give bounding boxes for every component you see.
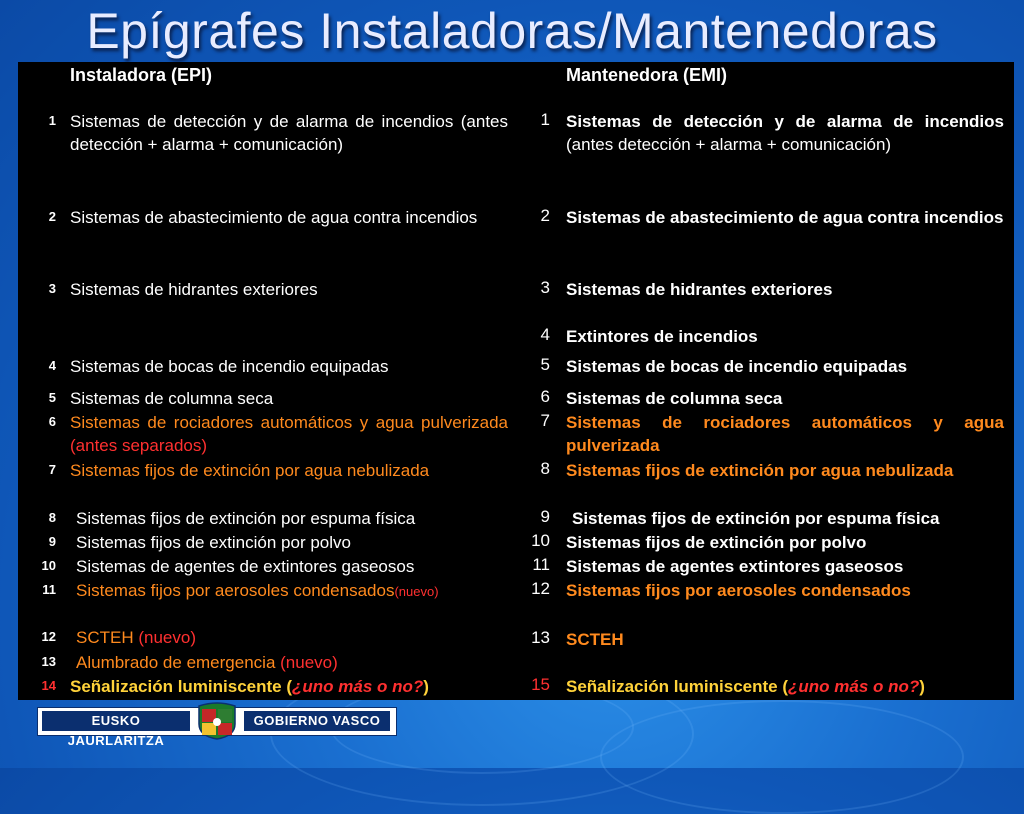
row-text-left-main: Sistemas fijos por aerosoles condensados [76,581,395,600]
row-note: (nuevo) [133,628,196,647]
row-number-right: 3 [540,278,550,297]
row-number-left: 14 [41,678,56,693]
question-text: ¿uno más o no? [788,677,920,696]
row-text-right: Extintores de incendios [566,327,758,346]
government-logo [37,707,397,748]
coat-of-arms-icon [195,702,239,740]
row-text-left: Sistemas de bocas de incendio equipadas [70,357,389,376]
row-note: (nuevo) [394,584,439,599]
row-text-left: Sistemas fijos de extinción por polvo [76,533,351,552]
row-text-left-main: SCTEH [76,628,134,647]
question-close: ) [919,677,925,696]
row-text-right-bold: Sistemas de detección y de alarma de incendios [566,112,1004,131]
row-number-right: 7 [540,411,550,430]
background-ripple [600,700,964,814]
row-text-left [76,579,514,603]
row-number-right: 2 [540,206,550,225]
row-number-left: 6 [48,414,56,429]
row-note: (nuevo) [275,653,338,672]
row-number-left: 4 [48,358,56,373]
logo-label-basque: EUSKO JAURLARITZA [42,711,190,731]
header-mantenedora: Mantenedora (EMI) [566,65,728,85]
row-number-right: 5 [540,355,550,374]
question-close: ) [423,677,429,696]
row-text-left-main: Sistemas de rociadores automáticos y agua pulverizada [70,413,508,432]
row-text-left: Sistemas de abastecimiento de agua contra incendios [70,208,478,227]
row-number-left: 10 [41,558,56,573]
row-text-right [566,110,1004,156]
row-number-left: 12 [41,629,56,644]
row-text-left: Sistemas de columna seca [70,389,274,408]
row-text-left [70,675,508,698]
row-number-right: 1 [540,110,550,129]
row-number-right: 4 [540,325,550,344]
row-number-right: 10 [531,531,550,550]
question-open: ( [777,677,789,696]
row-text-right: Sistemas fijos de extinción por polvo [566,533,867,552]
row-text-right-note: (antes detección + alarma + comunicación) [566,135,892,154]
question-text: ¿uno más o no? [292,677,424,696]
row-number-right: 8 [540,459,550,478]
row-number-right: 6 [540,387,550,406]
row-number-left: 8 [48,510,56,525]
row-text-right: Sistemas de agentes extintores gaseosos [566,557,904,576]
row-text-left: Sistemas fijos de extinción por agua nebulizada [70,461,430,480]
content-table [18,62,1014,700]
row-number-left: 2 [48,209,56,224]
row-text-right: Sistemas de abastecimiento de agua contra incendios [566,208,1004,227]
row-number-left: 1 [48,113,56,128]
row-text-left-main: Alumbrado de emergencia [76,653,276,672]
row-text-left-main: Señalización luminiscente [70,677,282,696]
row-text-left: Sistemas fijos de extinción por espuma física [76,509,416,528]
logo-label-spanish: GOBIERNO VASCO [244,711,390,731]
row-text-right: Sistemas fijos de extinción por agua nebulizada [566,461,954,480]
row-number-left: 5 [48,390,56,405]
row-text-left [76,626,514,649]
row-text-right: Sistemas fijos por aerosoles condensados [566,581,911,600]
row-text-right: Sistemas de columna seca [566,389,783,408]
row-number-right: 13 [531,628,550,647]
row-number-right: 11 [532,555,550,574]
row-number-left: 9 [48,534,56,549]
row-number-left: 11 [42,582,56,597]
row-number-right: 9 [540,507,550,526]
question-open: ( [281,677,293,696]
row-number-left: 3 [48,281,56,296]
row-text-left: Sistemas de hidrantes exteriores [70,280,318,299]
row-text-right-main: Señalización luminiscente [566,677,778,696]
row-text-right: Sistemas fijos de extinción por espuma física [572,509,940,528]
row-text-left [76,651,514,674]
row-text-right [566,675,1004,698]
row-text-right: Sistemas de bocas de incendio equipadas [566,357,908,376]
row-number-right: 15 [531,675,550,694]
row-number-left: 13 [41,654,56,669]
row-text-right: Sistemas de rociadores automáticos y agua pulverizada [566,413,1004,455]
row-text-left: Sistemas de detección y de alarma de incendios (antes detección + alarma + comunicación) [70,112,508,154]
row-text-left: Sistemas de agentes de extintores gaseosos [76,557,415,576]
row-text-right: SCTEH [566,630,624,649]
row-number-right: 12 [531,579,550,598]
row-number-left: 7 [48,462,56,477]
row-text-left [70,411,508,457]
row-note: (antes separados) [70,436,208,455]
header-instaladora: Instaladora (EPI) [70,65,213,85]
slide-title: Epígrafes Instaladoras/Mantenedoras [86,3,938,59]
row-text-right: Sistemas de hidrantes exteriores [566,280,833,299]
